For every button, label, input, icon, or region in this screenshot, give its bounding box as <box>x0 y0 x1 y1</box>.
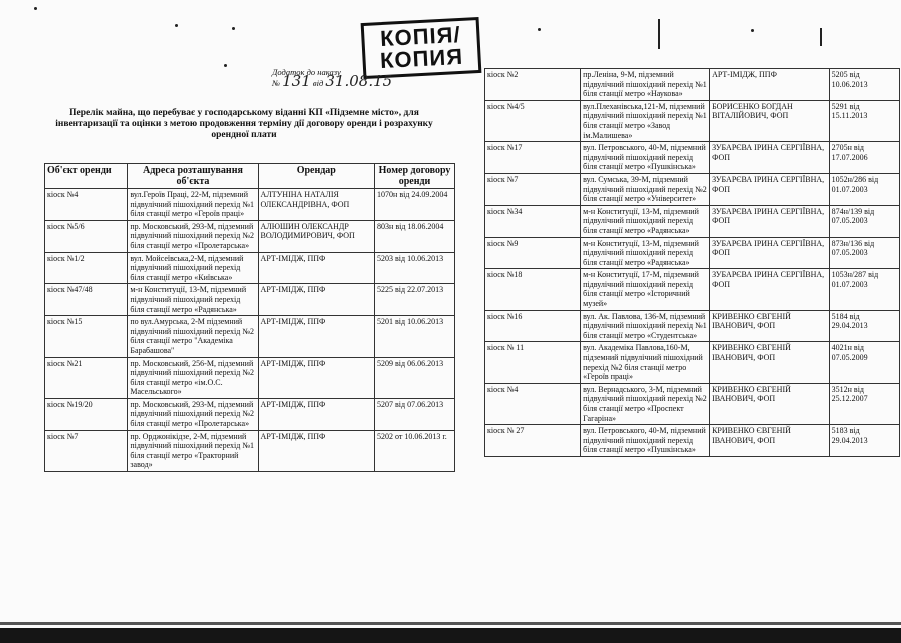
document-title: Перелік майна, що перебуває у господарському віданні КП «Підземне місто», для інвентаризації та оцінки з метою продовження терміну дії договору оренди і розрахунку орендної плати <box>55 108 433 140</box>
cell-address: вул. Петровського, 40-М, підземний підвулічний пішохідний перехід біля станції метро «Пушкінська» <box>581 425 710 457</box>
cell-address: пр.Леніна, 9-М, підземний підвулічний пішохідний перехід №1 біля станції метро «Наукова» <box>581 69 710 101</box>
cell-tenant: АРТ-ІМІДЖ, ППФ <box>258 430 374 471</box>
table-row <box>45 316 455 357</box>
cell-object: кіоск №18 <box>485 269 581 310</box>
cell-tenant: КРИВЕНКО ЄВГЕНІЙ ІВАНОВИЧ, ФОП <box>710 342 830 383</box>
cell-object: кіоск №7 <box>45 430 128 471</box>
cell-contract: 5207 від 07.06.2013 <box>375 398 455 430</box>
cell-contract: 5201 від 10.06.2013 <box>375 316 455 357</box>
cell-address: вул. Академіка Павлова,160-М, підземний підвулічний пішохідний перехід №2 біля станції метро «Героїв праці» <box>581 342 710 383</box>
header-object: Об'єкт оренди <box>45 164 128 189</box>
scan-speck <box>751 29 754 32</box>
cell-tenant: ЗУБАРЄВА ІРИНА СЕРГІЇВНА, ФОП <box>710 269 830 310</box>
cell-contract: 5184 від 29.04.2013 <box>829 310 899 342</box>
scan-edge-line <box>0 622 901 625</box>
table-row <box>45 252 455 284</box>
cell-contract: 5183 від 29.04.2013 <box>829 425 899 457</box>
cell-tenant: ЗУБАРЄВА ІРИНА СЕРГІЇВНА, ФОП <box>710 173 830 205</box>
cell-object: кіоск №4 <box>485 383 581 424</box>
cell-address: вул. Сумська, 39-М, підземний підвулічний пішохідний перехід №2 біля станції метро «Університет» <box>581 173 710 205</box>
table-row <box>45 430 455 471</box>
cell-object: кіоск №4 <box>45 189 128 221</box>
appendix-label: Додаток до наказу <box>272 67 341 77</box>
property-table-right <box>484 68 900 457</box>
stamp-line-2: КОПИЯ <box>379 43 464 74</box>
appendix-date: 31.08.15 <box>325 72 393 90</box>
cell-tenant: КРИВЕНКО ЄВГЕНІЙ ІВАНОВИЧ, ФОП <box>710 383 830 424</box>
cell-tenant: ЗУБАРЄВА ІРИНА СЕРГІЇВНА, ФОП <box>710 237 830 269</box>
cell-address: м-н Конституції, 13-М, підземний підвулічний пішохідний перехід біля станції метро «Радянська» <box>128 284 258 316</box>
table-header-row <box>45 164 455 189</box>
cell-tenant: АРТ-ІМІДЖ, ППФ <box>710 69 830 101</box>
table-row <box>45 189 455 221</box>
appendix-note <box>272 68 392 88</box>
cell-address: пр. Орджонікідзе, 2-М, підземний підвулічний пішохідний перехід №1 біля станції метро «Тракторний завод» <box>128 430 258 471</box>
scan-bottom-edge <box>0 628 901 643</box>
table-row <box>45 220 455 252</box>
cell-address: вул. Ак. Павлова, 136-М, підземний підвулічний пішохідний перехід №1 біля станції метро «Студентська» <box>581 310 710 342</box>
cell-contract: 5209 від 06.06.2013 <box>375 357 455 398</box>
header-tenant: Орендар <box>258 164 374 189</box>
scan-speck <box>538 28 541 31</box>
cell-tenant: АРТ-ІМІДЖ, ППФ <box>258 357 374 398</box>
cell-tenant: КРИВЕНКО ЄВГЕНІЙ ІВАНОВИЧ, ФОП <box>710 310 830 342</box>
scan-speck <box>34 7 37 10</box>
table-row <box>485 142 900 174</box>
cell-contract: 803н від 18.06.2004 <box>375 220 455 252</box>
cell-object: кіоск №15 <box>45 316 128 357</box>
cell-tenant: АЛЮШИН ОЛЕКСАНДР ВОЛОДИМИРОВИЧ, ФОП <box>258 220 374 252</box>
table-row <box>485 69 900 101</box>
cell-contract: 2705н від 17.07.2006 <box>829 142 899 174</box>
cell-tenant: АРТ-ІМІДЖ, ППФ <box>258 398 374 430</box>
table-row <box>485 383 900 424</box>
cell-object: кіоск №4/5 <box>485 100 581 141</box>
scan-speck <box>658 19 660 49</box>
cell-object: кіоск №7 <box>485 173 581 205</box>
cell-contract: 5205 від 10.06.2013 <box>829 69 899 101</box>
table-row <box>485 269 900 310</box>
table-row <box>45 284 455 316</box>
appendix-number-label: № <box>272 78 281 88</box>
table-row <box>485 237 900 269</box>
cell-address: м-н Конституції, 13-М, підземний підвулічний пішохідний перехід біля станції метро «Радянська» <box>581 205 710 237</box>
table-row <box>45 357 455 398</box>
cell-address: вул. Вернадського, 3-М, підземний підвулічний пішохідний перехід №2 біля станції метро «Проспект Гагаріна» <box>581 383 710 424</box>
cell-address: вул.Героїв Праці, 22-М, підземний підвулічний пішохідний перехід №1 біля станції метро «Героїв праці» <box>128 189 258 221</box>
cell-contract: 3512н від 25.12.2007 <box>829 383 899 424</box>
cell-address: пр. Московський, 293-М, підземний підвулічний пішохідний перехід №2 біля станції метро «Пролетарська» <box>128 398 258 430</box>
cell-object: кіоск №5/6 <box>45 220 128 252</box>
cell-object: кіоск № 27 <box>485 425 581 457</box>
cell-address: пр. Московський, 293-М, підземний підвулічний пішохідний перехід №2 біля станції метро «Пролетарська» <box>128 220 258 252</box>
cell-object: кіоск №34 <box>485 205 581 237</box>
table-row <box>485 100 900 141</box>
cell-object: кіоск №19/20 <box>45 398 128 430</box>
appendix-date-label: від <box>312 78 324 88</box>
cell-address: по вул.Амурська, 2-М підземний підвулічний пішохідний перехід №2 біля станції метро "Академіка Барабашова" <box>128 316 258 357</box>
cell-object: кіоск №1/2 <box>45 252 128 284</box>
cell-object: кіоск № 11 <box>485 342 581 383</box>
header-address: Адреса розташування об'єкта <box>128 164 258 189</box>
scan-speck <box>224 64 227 67</box>
cell-object: кіоск №21 <box>45 357 128 398</box>
cell-address: вул.Плеханівська,121-М, підземний підвулічний пішохідний перехід №1 біля станції метро «Завод ім.Малишева» <box>581 100 710 141</box>
cell-contract: 873н/136 від 07.05.2003 <box>829 237 899 269</box>
scan-speck <box>175 24 178 27</box>
cell-contract: 5203 від 10.06.2013 <box>375 252 455 284</box>
table-row <box>485 173 900 205</box>
table-row <box>485 342 900 383</box>
cell-object: кіоск №47/48 <box>45 284 128 316</box>
cell-contract: 874н/139 від 07.05.2003 <box>829 205 899 237</box>
table-row <box>485 205 900 237</box>
cell-tenant: ЗУБАРЄВА ІРИНА СЕРГІЇВНА, ФОП <box>710 205 830 237</box>
cell-tenant: АРТ-ІМІДЖ, ППФ <box>258 252 374 284</box>
cell-contract: 4021н від 07.05.2009 <box>829 342 899 383</box>
cell-address: вул. Мойсеївська,2-М, підземний підвулічний пішохідний перехід біля станції метро «Київська» <box>128 252 258 284</box>
cell-tenant: БОРИСЕНКО БОГДАН ВІТАЛІЙОВИЧ, ФОП <box>710 100 830 141</box>
cell-object: кіоск №16 <box>485 310 581 342</box>
cell-address: м-н Конституції, 17-М, підземний підвулічний пішохідний перехід біля станції метро «Історичний музей» <box>581 269 710 310</box>
cell-contract: 1053н/287 від 01.07.2003 <box>829 269 899 310</box>
cell-address: вул. Петровського, 40-М, підземний підвулічний пішохідний перехід біля станції метро «Пушкінська» <box>581 142 710 174</box>
cell-tenant: АЛТУНІНА НАТАЛІЯ ОЛЕКСАНДРІВНА, ФОП <box>258 189 374 221</box>
property-table-left <box>44 163 455 472</box>
cell-tenant: АРТ-ІМІДЖ, ППФ <box>258 284 374 316</box>
cell-tenant: ЗУБАРЄВА ІРИНА СЕРГІЇВНА, ФОП <box>710 142 830 174</box>
cell-contract: 5202 от 10.06.2013 г. <box>375 430 455 471</box>
table-row <box>45 398 455 430</box>
cell-address: пр. Московський, 256-М, підземний підвулічний пішохідний перехід №2 біля станції метро «ім.О.С. Масельського» <box>128 357 258 398</box>
cell-object: кіоск №17 <box>485 142 581 174</box>
cell-object: кіоск №9 <box>485 237 581 269</box>
cell-tenant: АРТ-ІМІДЖ, ППФ <box>258 316 374 357</box>
scan-speck <box>820 28 822 46</box>
cell-contract: 1070н від 24.09.2004 <box>375 189 455 221</box>
cell-address: м-н Конституції, 13-М, підземний підвулічний пішохідний перехід біля станції метро «Радянська» <box>581 237 710 269</box>
appendix-number: 131 <box>282 72 311 90</box>
table-row <box>485 310 900 342</box>
cell-contract: 5291 від 15.11.2013 <box>829 100 899 141</box>
table-row <box>485 425 900 457</box>
cell-contract: 1052н/286 від 01.07.2003 <box>829 173 899 205</box>
scan-speck <box>232 27 235 30</box>
stamp-line-1: КОПІЯ/ <box>379 21 462 52</box>
header-contract: Номер договору оренди <box>375 164 455 189</box>
cell-contract: 5225 від 22.07.2013 <box>375 284 455 316</box>
cell-tenant: КРИВЕНКО ЄВГЕНІЙ ІВАНОВИЧ, ФОП <box>710 425 830 457</box>
cell-object: кіоск №2 <box>485 69 581 101</box>
